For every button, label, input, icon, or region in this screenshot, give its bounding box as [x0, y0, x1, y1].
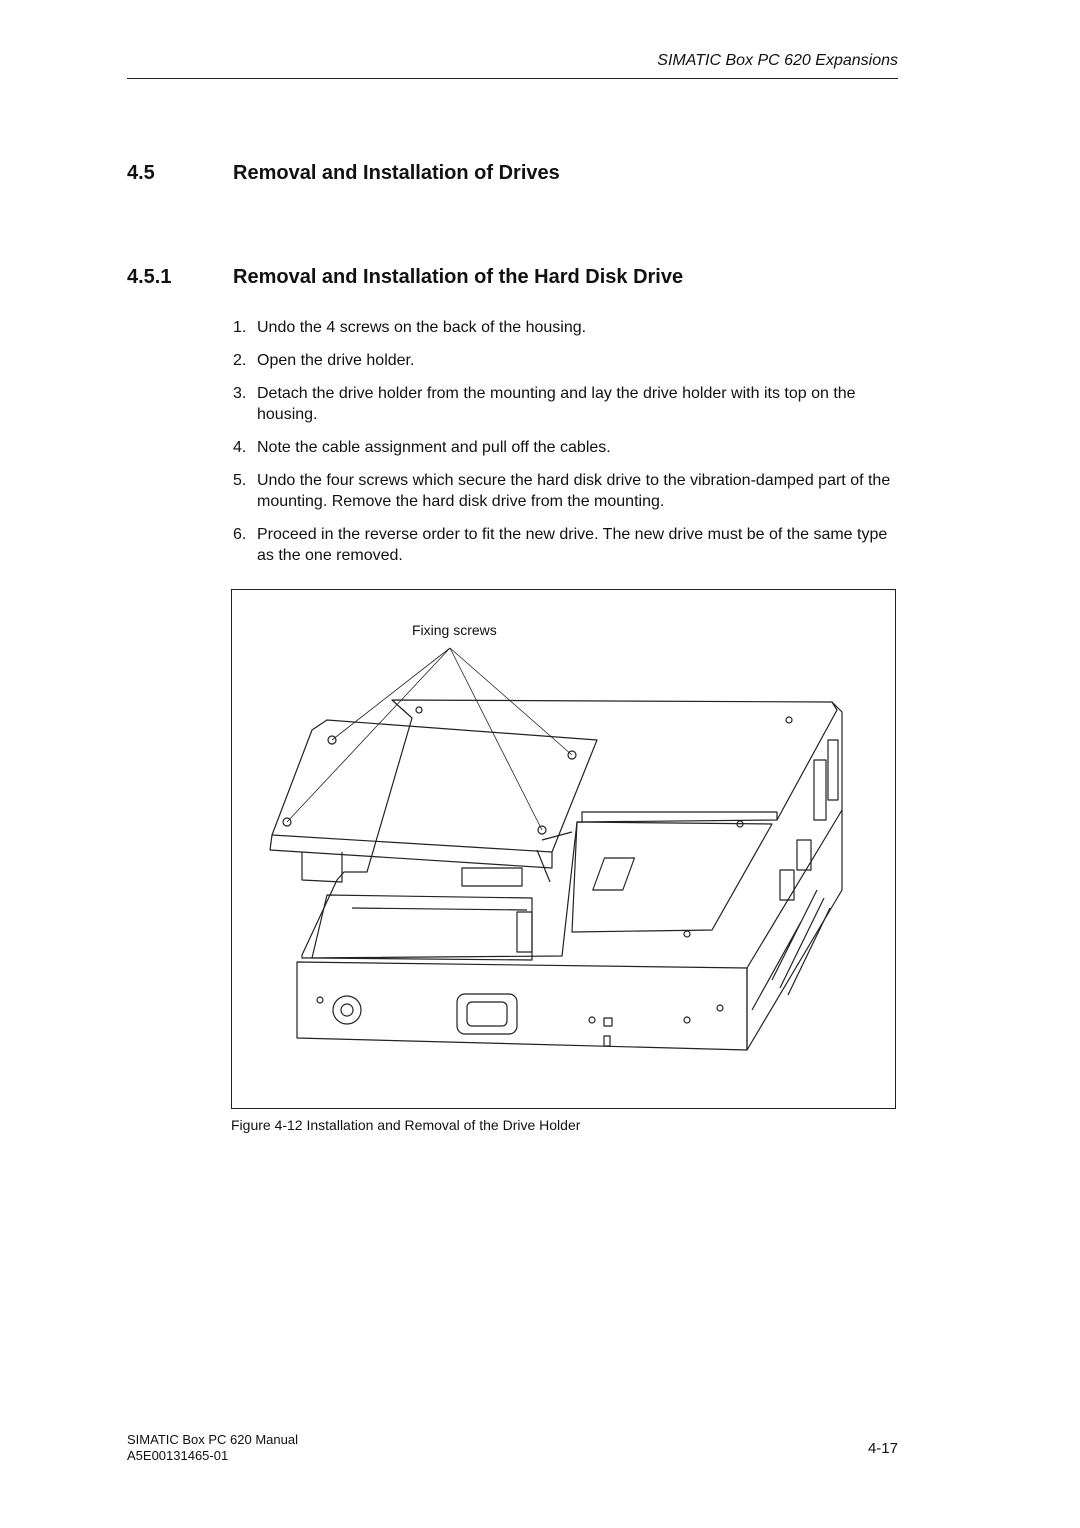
list-item: [233, 437, 898, 458]
section-heading: [127, 162, 560, 185]
step-number: 4.: [233, 439, 247, 456]
list-item: [233, 383, 898, 425]
step-text: Detach the drive holder from the mounting and lay the drive holder with its top on the housing.: [257, 385, 856, 423]
step-text: Note the cable assignment and pull off the cables.: [257, 439, 611, 456]
step-number: 3.: [233, 385, 247, 402]
subsection-number: 4.5.1: [127, 266, 172, 288]
step-number: 5.: [233, 472, 247, 489]
footer-left: [127, 1432, 298, 1464]
housing-right-side: [747, 810, 842, 1050]
subsection-heading: [127, 266, 683, 289]
figure-box: [231, 589, 896, 1109]
empty-bay: [312, 895, 532, 960]
step-number: 2.: [233, 352, 247, 369]
fixing-screws-leaders: [287, 648, 572, 830]
inner-tray: [572, 822, 772, 932]
figure-label: Fixing screws: [412, 622, 497, 638]
drive-holder-illustration: [232, 590, 897, 1110]
list-item: [233, 524, 898, 566]
step-text: Open the drive holder.: [257, 352, 415, 369]
page-header-title: SIMATIC Box PC 620 Expansions: [657, 52, 898, 69]
step-text: Proceed in the reverse order to fit the new drive. The new drive must be of the same type as the one removed.: [257, 526, 888, 564]
footer-manual-title: SIMATIC Box PC 620 Manual: [127, 1432, 298, 1447]
footer-order-number: A5E00131465-01: [127, 1448, 229, 1463]
step-text: Undo the four screws which secure the hard disk drive to the vibration-damped part of the mounting. Remove the hard disk drive from the mounting.: [257, 472, 891, 510]
list-item: [233, 317, 898, 338]
subsection-title: Removal and Installation of the Hard Disk Drive: [233, 266, 684, 288]
housing-top: [302, 700, 837, 958]
section-title: Removal and Installation of Drives: [233, 162, 560, 184]
steps-list: [233, 317, 898, 578]
handle-cutout: [457, 994, 517, 1034]
step-number: 1.: [233, 319, 247, 336]
section-number: 4.5: [127, 162, 155, 184]
step-text: Undo the 4 screws on the back of the housing.: [257, 319, 587, 336]
page-number: 4-17: [867, 1440, 898, 1457]
list-item: [233, 470, 898, 512]
housing-front: [297, 962, 747, 1050]
step-number: 6.: [233, 526, 247, 543]
figure-caption: Figure 4-12 Installation and Removal of the Drive Holder: [231, 1117, 581, 1133]
header-rule: [127, 78, 898, 79]
list-item: [233, 350, 898, 371]
